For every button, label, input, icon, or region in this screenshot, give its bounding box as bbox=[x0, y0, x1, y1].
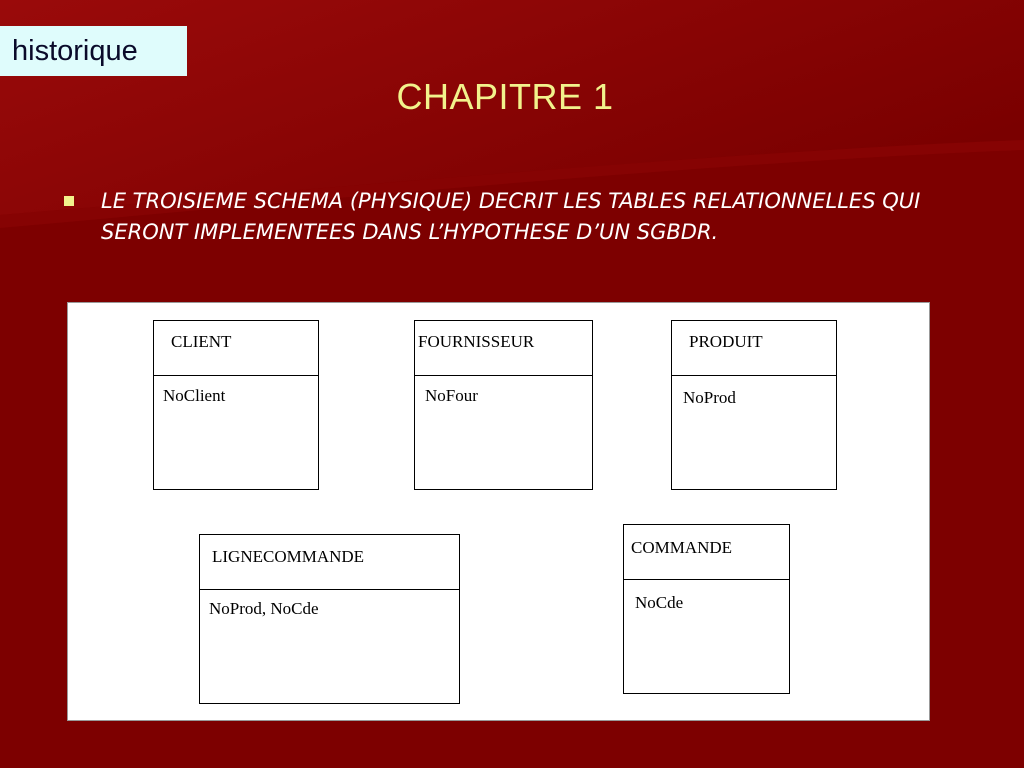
entity-fournisseur-key: NoFour bbox=[425, 386, 478, 405]
entity-produit bbox=[671, 320, 837, 490]
entity-produit-key: NoProd bbox=[683, 388, 736, 407]
historique-tag bbox=[0, 26, 187, 76]
entity-commande bbox=[623, 524, 790, 694]
diagram-panel bbox=[67, 302, 930, 721]
entity-client-key: NoClient bbox=[163, 386, 226, 405]
entity-client-header bbox=[154, 321, 318, 376]
historique-label: historique bbox=[12, 35, 138, 67]
entity-commande-header bbox=[624, 525, 789, 580]
entity-lignecommande-name: LIGNECOMMANDE bbox=[212, 547, 365, 566]
bullet-text: LE TROISIEME SCHEMA (PHYSIQUE) DECRIT LES TABLES RELATIONNELLES QUI SERONT IMPLEMENTEES DANS L’HYPOTHESE D’UN SGBDR. bbox=[101, 189, 921, 244]
entity-client-name: CLIENT bbox=[171, 332, 232, 351]
entity-fournisseur-name: FOURNISSEUR bbox=[418, 332, 535, 351]
entity-commande-name: COMMANDE bbox=[631, 538, 733, 557]
entity-commande-key: NoCde bbox=[635, 593, 684, 612]
square-bullet-icon bbox=[64, 196, 74, 206]
entity-lignecommande-header bbox=[200, 535, 459, 590]
entity-fournisseur-header bbox=[415, 321, 592, 376]
entity-produit-name: PRODUIT bbox=[689, 332, 763, 351]
entity-client bbox=[153, 320, 319, 490]
entity-lignecommande-key: NoProd, NoCde bbox=[209, 599, 319, 618]
entity-fournisseur bbox=[414, 320, 593, 490]
bullet-item bbox=[64, 186, 964, 248]
entity-produit-header bbox=[672, 321, 836, 376]
slide-title: CHAPITRE 1 bbox=[396, 76, 614, 117]
entity-lignecommande bbox=[199, 534, 460, 704]
